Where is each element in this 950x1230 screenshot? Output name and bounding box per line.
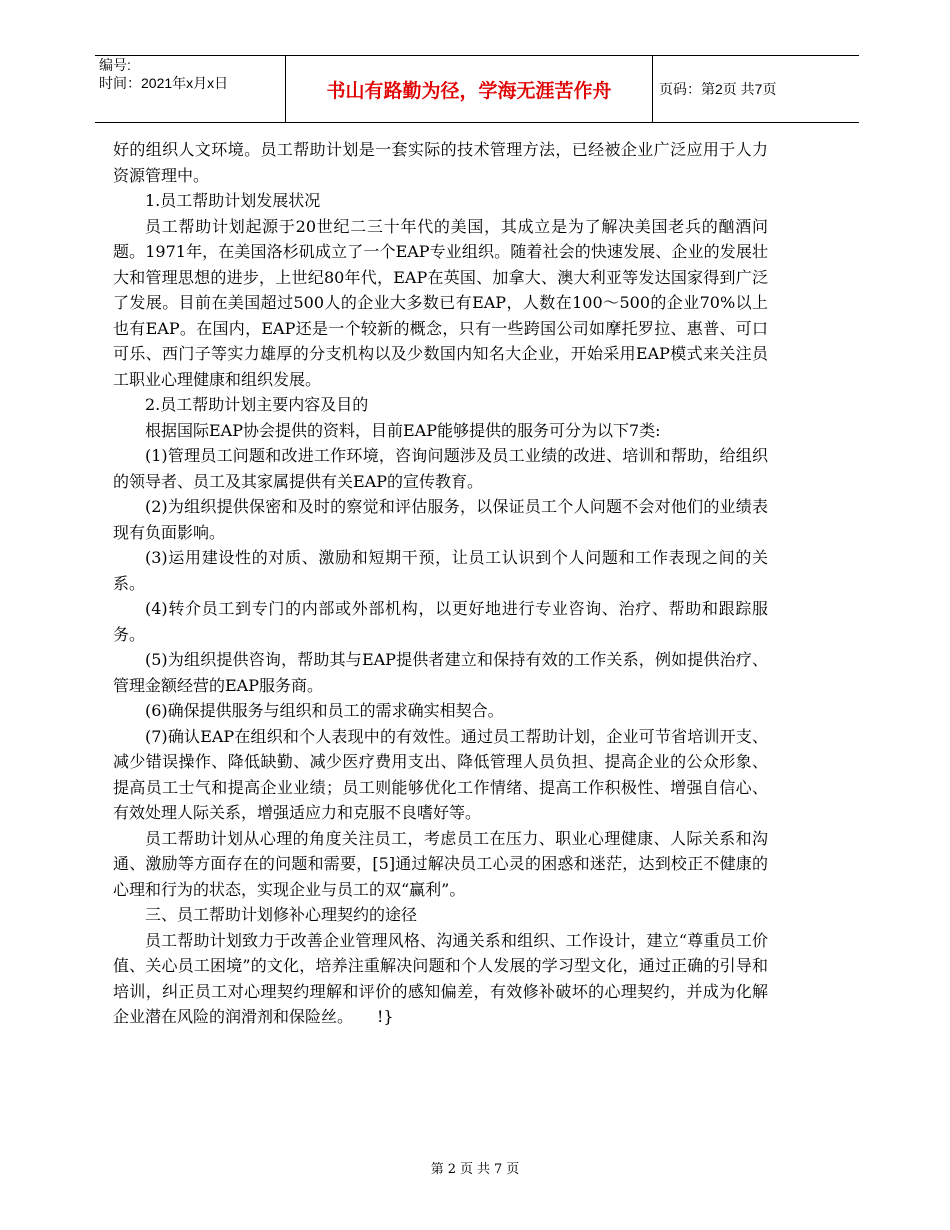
list-item: (1)管理员工问题和改进工作环境，咨询问题涉及员工业绩的改进、培训和帮助，给组织的领导者、员工及其家属提供有关EAP的宣传教育。 [113, 446, 768, 491]
footer-di: 第 [430, 1162, 444, 1177]
list-item: (4)转介员工到专门的内部或外部机构，以更好地进行专业咨询、治疗、帮助和跟踪服务。 [113, 599, 768, 644]
header-meta [95, 56, 286, 122]
section-heading: 三、员工帮助计划修补心理契约的途径 [145, 905, 418, 924]
list-item: (5)为组织提供咨询，帮助其与EAP提供者建立和保持有效的工作关系，例如提供治疗、管理金额经营的EAP服务商。 [113, 650, 768, 695]
body-paragraph: 员工帮助计划起源于20世纪二三十年代的美国，其成立是为了解决美国老兵的酗酒问题。1971年，在美国洛杉矶成立了一个EAP专业组织。随着社会的快速发展、企业的发展壮大和管理思想的进步，上世纪80年代，EAP在英国、加拿大、澳大利亚等发达国家得到广泛了发展。目前在美国超过500人的企业大多数已有EAP，人数在100～500的企业70%以上也有EAP。在国内，EAP还是一个较新的概念，只有一些跨国公司如摩托罗拉、惠普、可口可乐、西门子等实力雄厚的分支机构以及少数国内知名大企业，开始采用EAP模式来关注员工职业心理健康和组织发展。 [113, 216, 768, 389]
page-footer [0, 1158, 950, 1177]
footer-ye: 页 [506, 1162, 520, 1177]
header-page-info: 页码：第2页 共7页 [659, 81, 777, 97]
document-body [113, 137, 768, 1030]
body-paragraph: 员工帮助计划致力于改善企业管理风格、沟通关系和组织、工作设计，建立“尊重员工价值、关心员工困境”的文化，培养注重解决问题和个人发展的学习型文化，通过正确的引导和培训，纠正员工对心理契约理解和评价的感知偏差，有效修补破坏的心理契约，并成为化解企业潜在风险的润滑剂和保险丝。 !} [113, 930, 768, 1026]
body-paragraph: 好的组织人文环境。员工帮助计划是一套实际的技术管理方法，已经被企业广泛应用于人力资源管理中。 [113, 140, 768, 185]
document-time-label: 时间：2021年x月x日 [99, 75, 229, 91]
page-header [95, 55, 859, 123]
document-number-label: 编号: [99, 57, 131, 73]
section-heading: 1.员工帮助计划发展状况 [145, 191, 321, 210]
list-item: (3)运用建设性的对质、激励和短期干预，让员工认识到个人问题和工作表现之间的关系。 [113, 548, 768, 593]
list-item: (2)为组织提供保密和及时的察觉和评估服务，以保证员工个人问题不会对他们的业绩表现有负面影响。 [113, 497, 768, 542]
body-paragraph: 根据国际EAP协会提供的资料，目前EAP能够提供的服务可分为以下7类: [145, 420, 661, 440]
footer-gong: 共 [477, 1162, 491, 1177]
list-item: (7)确认EAP在组织和个人表现中的有效性。通过员工帮助计划，企业可节省培训开支、减少错误操作、降低缺勤、减少医疗费用支出、降低管理人员负担、提高企业的公众形象、提高员工士气和提高企业业绩；员工则能够优化工作情绪、提高工作积极性、增强自信心、有效处理人际关系，增强适应力和克服不良嗜好等。 [113, 726, 768, 822]
list-item: (6)确保提供服务与组织和员工的需求确实相契合。 [145, 701, 504, 720]
body-paragraph: 员工帮助计划从心理的角度关注员工，考虑员工在压力、职业心理健康、人际关系和沟通、激励等方面存在的问题和需要，[5]通过解决员工心灵的困惑和迷茫，达到校正不健康的心理和行为的状态，实现企业与员工的双“赢利”。 [113, 828, 768, 899]
section-heading: 2.员工帮助计划主要内容及目的 [145, 395, 369, 414]
footer-ye: 页 [459, 1162, 473, 1177]
footer-page-number: 2 [447, 1162, 456, 1177]
header-motto: 书山有路勤为径，学海无涯苦作舟 [286, 56, 653, 122]
footer-total-pages: 7 [494, 1162, 503, 1177]
